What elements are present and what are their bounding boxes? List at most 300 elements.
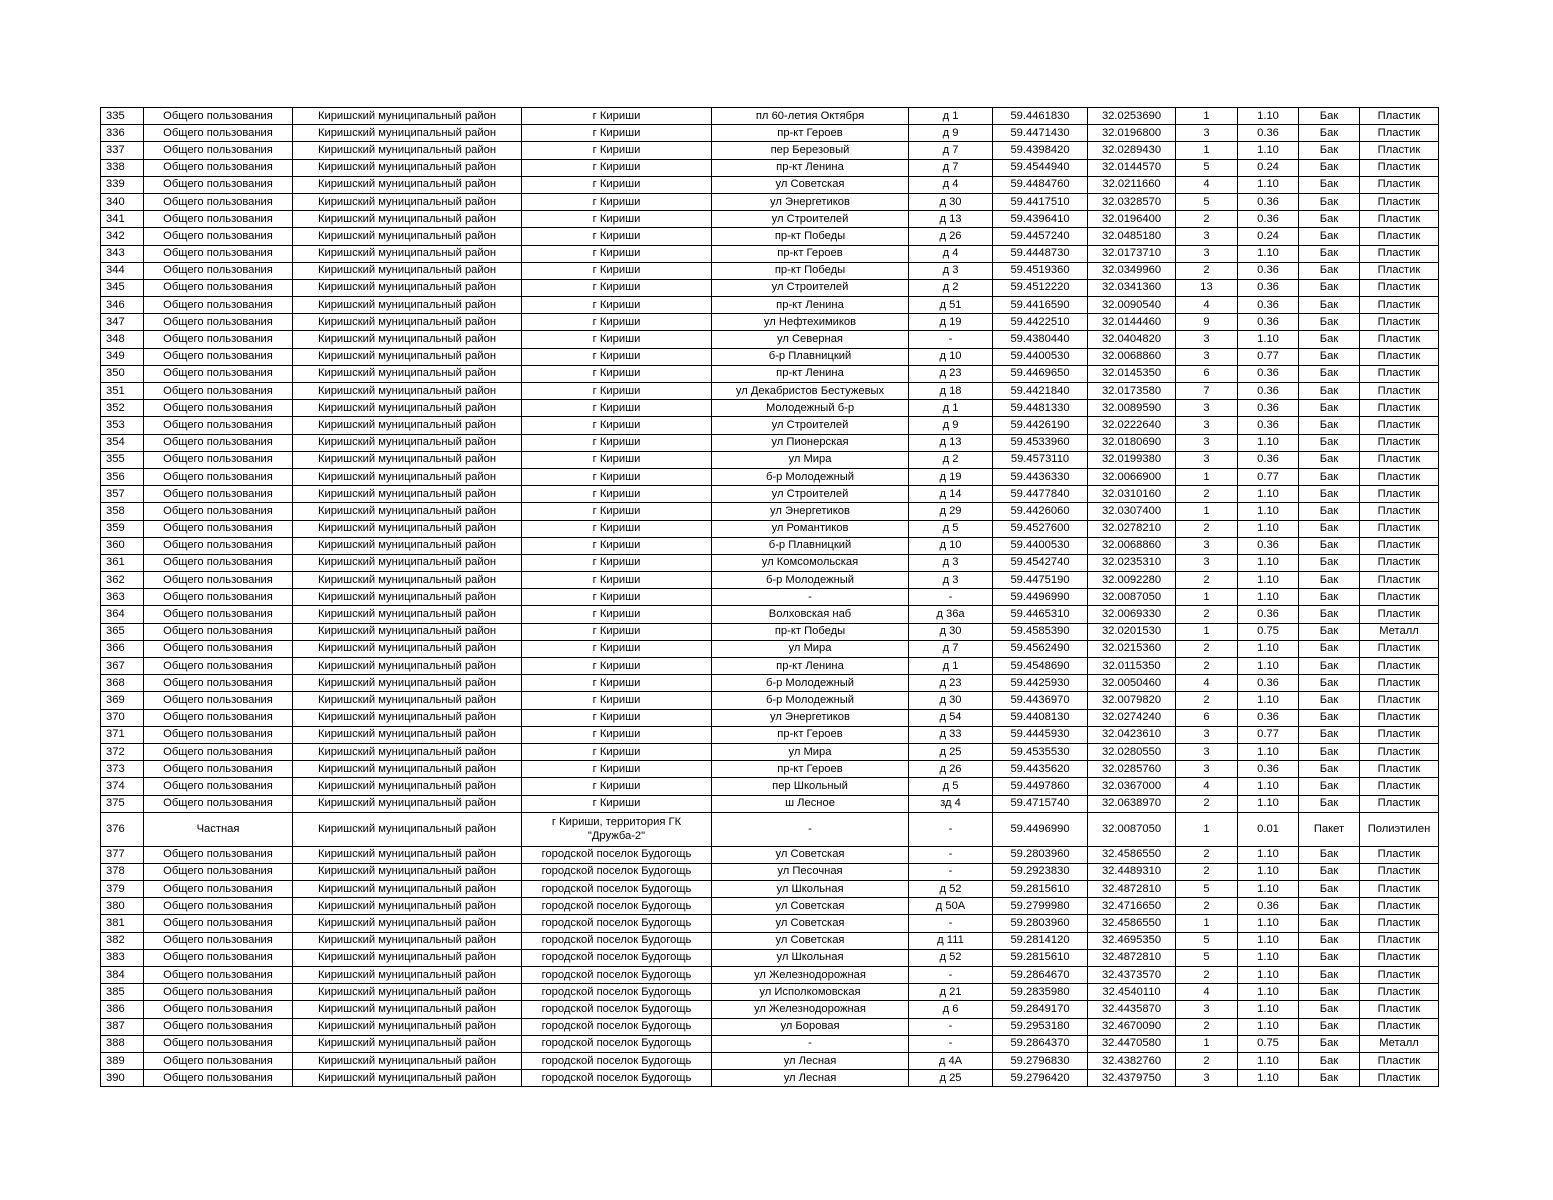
cell-row-number: 349 xyxy=(101,348,144,365)
cell-longitude: 32.0423610 xyxy=(1088,726,1176,743)
cell-street: б-р Плавницкий xyxy=(712,348,909,365)
cell-container-count: 2 xyxy=(1176,658,1238,675)
cell-volume: 0.36 xyxy=(1238,761,1299,778)
cell-container-type: Бак xyxy=(1299,537,1360,554)
cell-volume: 1.10 xyxy=(1238,108,1299,125)
cell-container-type: Бак xyxy=(1299,658,1360,675)
cell-container-count: 4 xyxy=(1176,176,1238,193)
cell-house: д 9 xyxy=(909,125,993,142)
cell-street: ул Декабристов Бестужевых xyxy=(712,383,909,400)
cell-row-number: 371 xyxy=(101,726,144,743)
cell-usage-type: Общего пользования xyxy=(144,984,293,1001)
cell-row-number: 338 xyxy=(101,159,144,176)
cell-settlement: г Кириши xyxy=(522,400,712,417)
table-row xyxy=(101,572,1439,589)
cell-material: Пластик xyxy=(1360,193,1439,210)
cell-house: д 36а xyxy=(909,606,993,623)
cell-house: д 2 xyxy=(909,451,993,468)
cell-street: пр-кт Героев xyxy=(712,125,909,142)
cell-district: Киришский муниципальный район xyxy=(293,915,522,932)
cell-usage-type: Общего пользования xyxy=(144,675,293,692)
cell-usage-type: Общего пользования xyxy=(144,932,293,949)
cell-settlement: г Кириши xyxy=(522,520,712,537)
cell-container-type: Бак xyxy=(1299,262,1360,279)
cell-usage-type: Общего пользования xyxy=(144,383,293,400)
table-row xyxy=(101,451,1439,468)
cell-container-count: 3 xyxy=(1176,331,1238,348)
cell-row-number: 390 xyxy=(101,1070,144,1087)
table-row xyxy=(101,211,1439,228)
table-row xyxy=(101,692,1439,709)
cell-container-count: 4 xyxy=(1176,675,1238,692)
cell-street: ул Романтиков xyxy=(712,520,909,537)
cell-settlement: г Кириши xyxy=(522,675,712,692)
cell-row-number: 380 xyxy=(101,898,144,915)
cell-longitude: 32.0145350 xyxy=(1088,365,1176,382)
cell-street: ул Школьная xyxy=(712,949,909,966)
cell-container-type: Бак xyxy=(1299,314,1360,331)
cell-settlement: г Кириши xyxy=(522,554,712,571)
cell-house: д 29 xyxy=(909,503,993,520)
cell-volume: 1.10 xyxy=(1238,692,1299,709)
cell-material: Пластик xyxy=(1360,572,1439,589)
cell-district: Киришский муниципальный район xyxy=(293,108,522,125)
cell-volume: 0.36 xyxy=(1238,211,1299,228)
cell-material: Пластик xyxy=(1360,1018,1439,1035)
cell-district: Киришский муниципальный район xyxy=(293,1035,522,1052)
cell-district: Киришский муниципальный район xyxy=(293,365,522,382)
cell-row-number: 360 xyxy=(101,537,144,554)
cell-container-type: Бак xyxy=(1299,1001,1360,1018)
cell-container-type: Бак xyxy=(1299,1052,1360,1069)
cell-house: д 2 xyxy=(909,279,993,296)
cell-street: ул Боровая xyxy=(712,1018,909,1035)
cell-district: Киришский муниципальный район xyxy=(293,795,522,812)
table-row xyxy=(101,365,1439,382)
cell-usage-type: Общего пользования xyxy=(144,795,293,812)
cell-row-number: 379 xyxy=(101,881,144,898)
cell-volume: 1.10 xyxy=(1238,984,1299,1001)
cell-material: Пластик xyxy=(1360,125,1439,142)
cell-usage-type: Общего пользования xyxy=(144,451,293,468)
cell-street: пр-кт Героев xyxy=(712,761,909,778)
cell-container-type: Бак xyxy=(1299,142,1360,159)
cell-street: ул Энергетиков xyxy=(712,193,909,210)
cell-usage-type: Общего пользования xyxy=(144,262,293,279)
cell-latitude: 59.4544940 xyxy=(993,159,1088,176)
cell-container-type: Бак xyxy=(1299,967,1360,984)
cell-container-type: Бак xyxy=(1299,108,1360,125)
cell-street: пр-кт Победы xyxy=(712,623,909,640)
cell-latitude: 59.4457240 xyxy=(993,228,1088,245)
cell-longitude: 32.0079820 xyxy=(1088,692,1176,709)
cell-volume: 0.36 xyxy=(1238,451,1299,468)
cell-settlement: городской поселок Будогощь xyxy=(522,1018,712,1035)
cell-container-count: 3 xyxy=(1176,228,1238,245)
cell-container-count: 3 xyxy=(1176,451,1238,468)
cell-house: д 6 xyxy=(909,1001,993,1018)
cell-container-count: 5 xyxy=(1176,932,1238,949)
cell-longitude: 32.0173710 xyxy=(1088,245,1176,262)
cell-usage-type: Общего пользования xyxy=(144,761,293,778)
cell-row-number: 387 xyxy=(101,1018,144,1035)
cell-usage-type: Общего пользования xyxy=(144,572,293,589)
cell-longitude: 32.0144460 xyxy=(1088,314,1176,331)
cell-house: зд 4 xyxy=(909,795,993,812)
cell-latitude: 59.2864670 xyxy=(993,967,1088,984)
cell-material: Пластик xyxy=(1360,606,1439,623)
table-row xyxy=(101,503,1439,520)
cell-latitude: 59.4496990 xyxy=(993,589,1088,606)
cell-house: д 1 xyxy=(909,400,993,417)
cell-settlement: г Кириши xyxy=(522,434,712,451)
cell-house: д 10 xyxy=(909,537,993,554)
table-row xyxy=(101,193,1439,210)
cell-street: б-р Плавницкий xyxy=(712,537,909,554)
cell-longitude: 32.0404820 xyxy=(1088,331,1176,348)
cell-usage-type: Общего пользования xyxy=(144,863,293,880)
cell-row-number: 378 xyxy=(101,863,144,880)
cell-volume: 1.10 xyxy=(1238,881,1299,898)
cell-longitude: 32.4716650 xyxy=(1088,898,1176,915)
cell-house: д 13 xyxy=(909,211,993,228)
cell-latitude: 59.4519360 xyxy=(993,262,1088,279)
cell-house: д 7 xyxy=(909,142,993,159)
cell-container-count: 2 xyxy=(1176,898,1238,915)
cell-container-count: 3 xyxy=(1176,743,1238,760)
cell-container-count: 4 xyxy=(1176,297,1238,314)
cell-longitude: 32.4489310 xyxy=(1088,863,1176,880)
cell-house: д 23 xyxy=(909,675,993,692)
cell-settlement: г Кириши xyxy=(522,795,712,812)
cell-longitude: 32.0285760 xyxy=(1088,761,1176,778)
cell-usage-type: Общего пользования xyxy=(144,640,293,657)
table-row xyxy=(101,417,1439,434)
cell-latitude: 59.4475190 xyxy=(993,572,1088,589)
cell-material: Пластик xyxy=(1360,967,1439,984)
cell-usage-type: Общего пользования xyxy=(144,193,293,210)
cell-longitude: 32.0253690 xyxy=(1088,108,1176,125)
cell-volume: 1.10 xyxy=(1238,949,1299,966)
cell-material: Металл xyxy=(1360,623,1439,640)
cell-material: Пластик xyxy=(1360,176,1439,193)
cell-district: Киришский муниципальный район xyxy=(293,778,522,795)
cell-container-count: 9 xyxy=(1176,314,1238,331)
cell-material: Пластик xyxy=(1360,726,1439,743)
cell-district: Киришский муниципальный район xyxy=(293,984,522,1001)
cell-district: Киришский муниципальный район xyxy=(293,417,522,434)
cell-district: Киришский муниципальный район xyxy=(293,520,522,537)
cell-longitude: 32.0087050 xyxy=(1088,812,1176,846)
cell-row-number: 355 xyxy=(101,451,144,468)
cell-material: Пластик xyxy=(1360,795,1439,812)
cell-volume: 0.36 xyxy=(1238,314,1299,331)
cell-latitude: 59.2835980 xyxy=(993,984,1088,1001)
cell-usage-type: Общего пользования xyxy=(144,125,293,142)
cell-settlement: г Кириши xyxy=(522,451,712,468)
cell-street: ул Исполкомовская xyxy=(712,984,909,1001)
table-row xyxy=(101,331,1439,348)
cell-volume: 0.36 xyxy=(1238,383,1299,400)
cell-container-type: Бак xyxy=(1299,898,1360,915)
cell-usage-type: Общего пользования xyxy=(144,949,293,966)
cell-district: Киришский муниципальный район xyxy=(293,726,522,743)
cell-volume: 1.10 xyxy=(1238,1070,1299,1087)
cell-volume: 0.24 xyxy=(1238,228,1299,245)
cell-house: д 50А xyxy=(909,898,993,915)
cell-settlement: г Кириши xyxy=(522,245,712,262)
cell-row-number: 372 xyxy=(101,743,144,760)
cell-row-number: 370 xyxy=(101,709,144,726)
cell-house: д 5 xyxy=(909,778,993,795)
cell-district: Киришский муниципальный район xyxy=(293,589,522,606)
cell-container-type: Бак xyxy=(1299,915,1360,932)
cell-house: д 7 xyxy=(909,640,993,657)
table-row xyxy=(101,279,1439,296)
cell-street: ул Советская xyxy=(712,932,909,949)
cell-row-number: 373 xyxy=(101,761,144,778)
cell-usage-type: Общего пользования xyxy=(144,537,293,554)
cell-row-number: 381 xyxy=(101,915,144,932)
cell-house: - xyxy=(909,967,993,984)
table-row xyxy=(101,898,1439,915)
cell-settlement: г Кириши xyxy=(522,640,712,657)
cell-container-count: 2 xyxy=(1176,486,1238,503)
cell-usage-type: Общего пользования xyxy=(144,726,293,743)
cell-row-number: 363 xyxy=(101,589,144,606)
cell-latitude: 59.4426190 xyxy=(993,417,1088,434)
cell-container-type: Бак xyxy=(1299,572,1360,589)
cell-usage-type: Общего пользования xyxy=(144,1018,293,1035)
cell-longitude: 32.0638970 xyxy=(1088,795,1176,812)
cell-house: д 3 xyxy=(909,572,993,589)
cell-longitude: 32.0115350 xyxy=(1088,658,1176,675)
cell-settlement: г Кириши xyxy=(522,176,712,193)
cell-latitude: 59.4465310 xyxy=(993,606,1088,623)
cell-container-type: Бак xyxy=(1299,211,1360,228)
cell-street: пр-кт Ленина xyxy=(712,297,909,314)
table-row xyxy=(101,228,1439,245)
cell-row-number: 384 xyxy=(101,967,144,984)
cell-container-type: Бак xyxy=(1299,743,1360,760)
cell-row-number: 344 xyxy=(101,262,144,279)
cell-settlement: г Кириши xyxy=(522,606,712,623)
cell-volume: 1.10 xyxy=(1238,640,1299,657)
cell-row-number: 341 xyxy=(101,211,144,228)
cell-volume: 1.10 xyxy=(1238,520,1299,537)
table-row xyxy=(101,778,1439,795)
cell-volume: 1.10 xyxy=(1238,967,1299,984)
cell-district: Киришский муниципальный район xyxy=(293,949,522,966)
cell-container-type: Бак xyxy=(1299,554,1360,571)
cell-district: Киришский муниципальный район xyxy=(293,1001,522,1018)
cell-street: б-р Молодежный xyxy=(712,572,909,589)
cell-longitude: 32.0341360 xyxy=(1088,279,1176,296)
cell-district: Киришский муниципальный район xyxy=(293,193,522,210)
cell-house: - xyxy=(909,589,993,606)
cell-container-count: 2 xyxy=(1176,1018,1238,1035)
cell-container-count: 3 xyxy=(1176,726,1238,743)
cell-house: - xyxy=(909,331,993,348)
cell-container-count: 3 xyxy=(1176,434,1238,451)
table-row xyxy=(101,743,1439,760)
cell-street: ул Лесная xyxy=(712,1052,909,1069)
cell-material: Пластик xyxy=(1360,159,1439,176)
cell-house: д 13 xyxy=(909,434,993,451)
cell-usage-type: Общего пользования xyxy=(144,503,293,520)
cell-street: пер Школьный xyxy=(712,778,909,795)
cell-district: Киришский муниципальный район xyxy=(293,1052,522,1069)
cell-district: Киришский муниципальный район xyxy=(293,297,522,314)
cell-longitude: 32.0090540 xyxy=(1088,297,1176,314)
cell-house: д 21 xyxy=(909,984,993,1001)
cell-longitude: 32.0068860 xyxy=(1088,348,1176,365)
cell-container-type: Бак xyxy=(1299,297,1360,314)
cell-container-type: Бак xyxy=(1299,881,1360,898)
cell-container-count: 1 xyxy=(1176,812,1238,846)
cell-district: Киришский муниципальный район xyxy=(293,846,522,863)
cell-material: Пластик xyxy=(1360,709,1439,726)
cell-settlement: г Кириши xyxy=(522,228,712,245)
cell-latitude: 59.4380440 xyxy=(993,331,1088,348)
cell-container-count: 1 xyxy=(1176,589,1238,606)
cell-usage-type: Частная xyxy=(144,812,293,846)
cell-settlement: городской поселок Будогощь xyxy=(522,863,712,880)
table-row xyxy=(101,176,1439,193)
cell-district: Киришский муниципальный район xyxy=(293,468,522,485)
table-row xyxy=(101,520,1439,537)
cell-district: Киришский муниципальный район xyxy=(293,967,522,984)
cell-street: ул Школьная xyxy=(712,881,909,898)
cell-district: Киришский муниципальный район xyxy=(293,279,522,296)
cell-district: Киришский муниципальный район xyxy=(293,451,522,468)
cell-latitude: 59.4400530 xyxy=(993,348,1088,365)
cell-usage-type: Общего пользования xyxy=(144,1052,293,1069)
cell-house: д 1 xyxy=(909,658,993,675)
cell-latitude: 59.4497860 xyxy=(993,778,1088,795)
cell-row-number: 343 xyxy=(101,245,144,262)
cell-street: пр-кт Ленина xyxy=(712,365,909,382)
cell-material: Пластик xyxy=(1360,537,1439,554)
cell-settlement: г Кириши xyxy=(522,468,712,485)
cell-volume: 0.36 xyxy=(1238,417,1299,434)
cell-row-number: 358 xyxy=(101,503,144,520)
table-row xyxy=(101,984,1439,1001)
cell-latitude: 59.2864370 xyxy=(993,1035,1088,1052)
cell-street: ул Строителей xyxy=(712,211,909,228)
cell-street: пр-кт Героев xyxy=(712,245,909,262)
cell-container-type: Бак xyxy=(1299,365,1360,382)
cell-material: Пластик xyxy=(1360,468,1439,485)
cell-container-count: 2 xyxy=(1176,572,1238,589)
cell-settlement: городской поселок Будогощь xyxy=(522,1001,712,1018)
cell-usage-type: Общего пользования xyxy=(144,211,293,228)
table-row xyxy=(101,932,1439,949)
cell-container-type: Бак xyxy=(1299,451,1360,468)
cell-latitude: 59.2796830 xyxy=(993,1052,1088,1069)
cell-material: Пластик xyxy=(1360,451,1439,468)
cell-usage-type: Общего пользования xyxy=(144,778,293,795)
cell-row-number: 366 xyxy=(101,640,144,657)
cell-usage-type: Общего пользования xyxy=(144,486,293,503)
cell-usage-type: Общего пользования xyxy=(144,159,293,176)
cell-row-number: 364 xyxy=(101,606,144,623)
cell-container-type: Бак xyxy=(1299,1070,1360,1087)
cell-row-number: 388 xyxy=(101,1035,144,1052)
cell-material: Полиэтилен xyxy=(1360,812,1439,846)
cell-district: Киришский муниципальный район xyxy=(293,176,522,193)
cell-house: д 5 xyxy=(909,520,993,537)
cell-volume: 1.10 xyxy=(1238,1001,1299,1018)
cell-latitude: 59.4715740 xyxy=(993,795,1088,812)
cell-usage-type: Общего пользования xyxy=(144,176,293,193)
cell-latitude: 59.4461830 xyxy=(993,108,1088,125)
cell-settlement: г Кириши xyxy=(522,486,712,503)
cell-district: Киришский муниципальный район xyxy=(293,228,522,245)
cell-house: - xyxy=(909,1018,993,1035)
cell-latitude: 59.2923830 xyxy=(993,863,1088,880)
cell-district: Киришский муниципальный район xyxy=(293,761,522,778)
cell-volume: 0.75 xyxy=(1238,623,1299,640)
cell-container-count: 1 xyxy=(1176,108,1238,125)
cell-district: Киришский муниципальный район xyxy=(293,898,522,915)
cell-settlement: г Кириши xyxy=(522,279,712,296)
cell-street: Волховская наб xyxy=(712,606,909,623)
table-row xyxy=(101,589,1439,606)
cell-material: Пластик xyxy=(1360,434,1439,451)
cell-material: Пластик xyxy=(1360,211,1439,228)
cell-volume: 1.10 xyxy=(1238,142,1299,159)
cell-usage-type: Общего пользования xyxy=(144,434,293,451)
cell-longitude: 32.0278210 xyxy=(1088,520,1176,537)
cell-volume: 1.10 xyxy=(1238,795,1299,812)
cell-district: Киришский муниципальный район xyxy=(293,331,522,348)
cell-volume: 1.10 xyxy=(1238,658,1299,675)
table-row xyxy=(101,846,1439,863)
cell-district: Киришский муниципальный район xyxy=(293,675,522,692)
cell-material: Пластик xyxy=(1360,262,1439,279)
cell-volume: 1.10 xyxy=(1238,778,1299,795)
cell-district: Киришский муниципальный район xyxy=(293,881,522,898)
cell-usage-type: Общего пользования xyxy=(144,365,293,382)
cell-container-count: 2 xyxy=(1176,640,1238,657)
cell-usage-type: Общего пользования xyxy=(144,314,293,331)
cell-container-count: 1 xyxy=(1176,468,1238,485)
cell-row-number: 367 xyxy=(101,658,144,675)
cell-material: Пластик xyxy=(1360,331,1439,348)
cell-settlement: г Кириши xyxy=(522,142,712,159)
cell-row-number: 365 xyxy=(101,623,144,640)
cell-material: Пластик xyxy=(1360,1001,1439,1018)
cell-district: Киришский муниципальный район xyxy=(293,1018,522,1035)
cell-usage-type: Общего пользования xyxy=(144,108,293,125)
cell-house: д 52 xyxy=(909,949,993,966)
cell-street: пр-кт Победы xyxy=(712,262,909,279)
cell-volume: 0.36 xyxy=(1238,709,1299,726)
cell-row-number: 375 xyxy=(101,795,144,812)
cell-latitude: 59.2799980 xyxy=(993,898,1088,915)
cell-settlement: г Кириши xyxy=(522,709,712,726)
cell-house: д 3 xyxy=(909,554,993,571)
cell-house: д 10 xyxy=(909,348,993,365)
cell-district: Киришский муниципальный район xyxy=(293,709,522,726)
cell-street: ул Мира xyxy=(712,451,909,468)
cell-district: Киришский муниципальный район xyxy=(293,142,522,159)
cell-settlement: г Кириши xyxy=(522,778,712,795)
cell-street: ул Энергетиков xyxy=(712,503,909,520)
cell-volume: 0.36 xyxy=(1238,297,1299,314)
cell-row-number: 357 xyxy=(101,486,144,503)
